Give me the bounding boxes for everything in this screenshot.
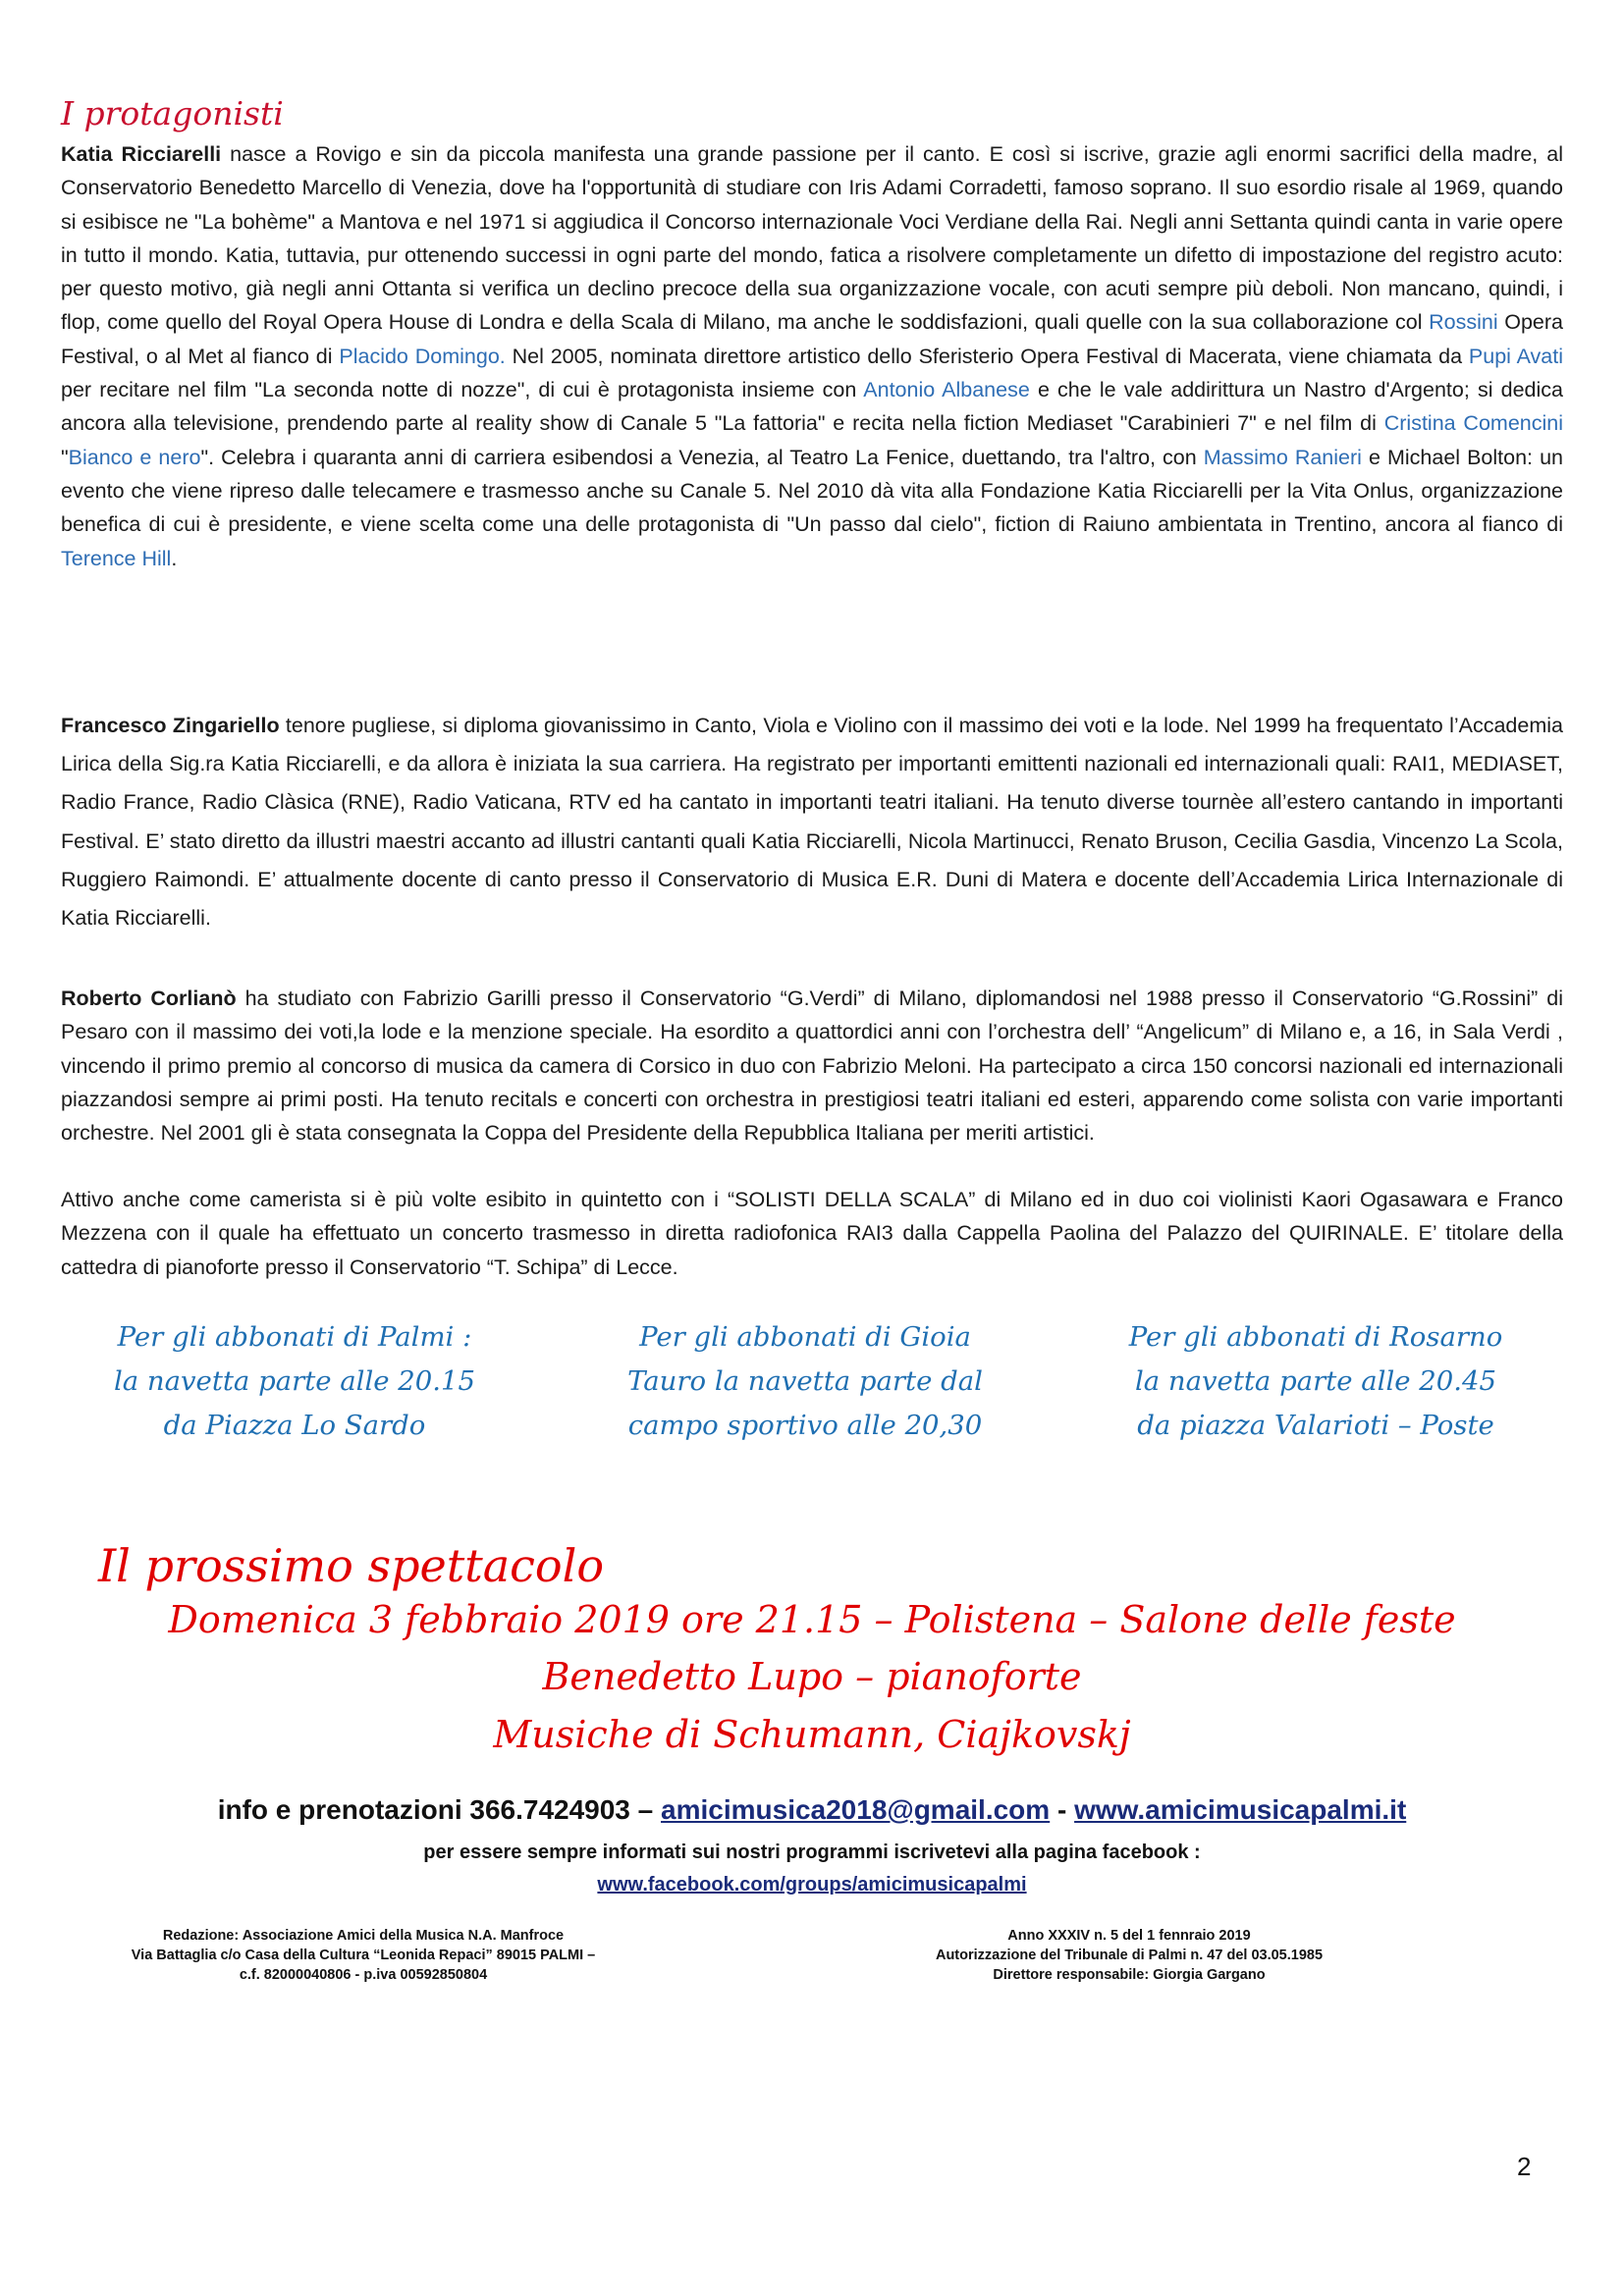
facebook-line [0, 1874, 1624, 1896]
bio-name: Katia Ricciarelli [61, 142, 222, 166]
contact-phone: info e prenotazioni 366.7424903 – [217, 1794, 662, 1825]
colophon-line: Autorizzazione del Tribunale di Palmi n. 47 del 03.05.1985 [935, 1948, 1324, 1963]
contact-info [0, 1794, 1624, 1826]
shuttle-line: Tauro la navetta parte dal [627, 1365, 983, 1397]
bio-roberto-corliano-continued: Attivo anche come camerista si è più volte esibito in quintetto con i “SOLISTI DELLA SCALA” di Milano ed in duo coi violinisti Kaori Ogasawara e Franco Mezzena con il quale ha effettuato un concerto trasmesso in diretta radiofonica RAI3 dalla Cappella Paolina del Palazzo del QUIRINALE. E’ titolare della cattedra di pianoforte presso il Conservatorio “T. Schipa” di Lecce. [61, 1188, 1563, 1279]
shuttle-line: da piazza Valarioti – Poste [1137, 1410, 1494, 1441]
email-link[interactable]: amicimusica2018@gmail.com [661, 1794, 1051, 1825]
shuttle-line: Per gli abbonati di Palmi : [117, 1321, 472, 1353]
link-terence-hill[interactable]: Terence Hill [61, 546, 172, 570]
bio-text: e che le vale addirittura un Nastro d'Argento; si dedica ancora alla televisione, prendendo parte al reality show di Canale 5 "La fattoria" e recita nella fiction Mediaset "Carabinieri 7" e nel film di [61, 378, 1563, 436]
bio-text: tenore pugliese, si diploma giovanissimo in Canto, Viola e Violino con il massimo dei voti e la lode. Nel 1999 ha frequentato l’Accademia Lirica della Sig.ra Katia Ricciarelli, e da allora è iniziata la sua carriera. Ha registrato per importanti emittenti nazionali ed internazionali quali: RAI1, MEDIASET, Radio France, Radio Clàsica (RNE), Radio Vaticana, RTV ed ha cantato in importanti teatri italiani. Ha tenuto diverse tournèe all’estero cantando in importanti Festival. E’ stato diretto da illustri maestri accanto ad illustri cantanti quali Katia Ricciarelli, Nicola Martinucci, Renato Bruson, Cecilia Gasdia, Vincenzo La Scola, Ruggiero Raimondi. E’ attualmente docente di canto presso il Conservatorio di Musica E.R. Duni di Matera e docente dell’Accademia Lirica Internazionale di Katia Ricciarelli. [61, 714, 1563, 931]
shuttle-rosarno [1080, 1315, 1551, 1448]
facebook-link[interactable]: www.facebook.com/groups/amicimusicapalmi [597, 1874, 1027, 1896]
next-show-title: Il prossimo spettacolo [98, 1539, 605, 1592]
shuttle-line: da Piazza Lo Sardo [163, 1410, 426, 1441]
bio-name: Roberto Corlianò [61, 987, 237, 1010]
section-title: I protagonisti [61, 94, 284, 133]
bio-text: Opera Festival, o al Met al fianco di [61, 310, 1563, 368]
bio-text: Nel 2005, nominata direttore artistico dello Sferisterio Opera Festival di Macerata, viene chiamata da [505, 344, 1469, 368]
next-show-date: Domenica 3 febbraio 2019 ore 21.15 – Polistena – Salone delle feste [168, 1598, 1456, 1641]
link-antonio-albanese[interactable]: Antonio Albanese [863, 378, 1030, 402]
page-number: 2 [1517, 2152, 1532, 2181]
bio-text: per recitare nel film "La seconda notte di nozze", di cui è protagonista insieme con [61, 378, 864, 402]
shuttle-line: campo sportivo alle 20,30 [627, 1410, 983, 1441]
colophon-line: Direttore responsabile: Giorgia Gargano [993, 1967, 1266, 1983]
bio-name: Francesco Zingariello [61, 714, 280, 737]
link-cristina-comencini[interactable]: Cristina Comencini [1383, 411, 1564, 436]
bio-roberto-corliano [61, 982, 1563, 1149]
colophon-line: Redazione: Associazione Amici della Musica N.A. Manfroce [162, 1928, 565, 1944]
link-bianco-e-nero[interactable]: Bianco e nero [68, 445, 201, 469]
shuttle-line: Per gli abbonati di Rosarno [1128, 1321, 1503, 1353]
bio-text: ". Celebra i quaranta anni di carriera esibendosi a Venezia, al Teatro La Fenice, duettando, tra l'altro, con [200, 445, 1204, 469]
colophon-editorial [88, 1926, 638, 1985]
bio-katia-ricciarelli [61, 137, 1563, 575]
bio-francesco-zingariello [61, 707, 1563, 937]
colophon-line: c.f. 82000040806 - p.iva 00592850804 [239, 1967, 488, 1983]
bio-text: . [171, 546, 178, 570]
contact-separator: - [1050, 1794, 1075, 1825]
bio-text: nasce a Rovigo e sin da piccola manifesta una grande passione per il canto. E così si iscrive, grazie agli enormi sacrifici della madre, al Conservatorio Benedetto Marcello di Venezia, dove ha l'opportunità di studiare con Iris Adami Corradetti, famoso soprano. Il suo esordio risale al 1969, quando si esibisce ne "La bohème" a Mantova e nel 1971 si aggiudica il Concorso internazionale Voci Verdiane della Rai. Negli anni Settanta quindi canta in varie opere in tutto il mondo. Katia, tuttavia, pur ottenendo successi in ogni parte del mondo, fatica a risolvere completamente un difetto di impostazione del registro acuto: per questo motivo, già negli anni Ottanta si verifica un declino precoce della sua organizzazione vocale, con acuti sempre più deboli. Non mancano, quindi, i flop, come quello del Royal Opera House di Londra e della Scala di Milano, ma anche le soddisfazioni, quali quelle con la sua collaborazione col [61, 142, 1563, 335]
link-placido-domingo[interactable]: Placido Domingo. [339, 344, 506, 368]
shuttle-line: la navetta parte alle 20.15 [113, 1365, 476, 1397]
shuttle-palmi [59, 1315, 530, 1448]
bio-text: e Michael Bolton: un evento che viene ripreso dalle telecamere e trasmesso anche su Canale 5. Nel 2010 dà vita alla Fondazione Katia Ricciarelli per la Vita Onlus, organizzazione benefica di cui è presidente, e viene scelta come una delle protagonista di "Un passo dal cielo", fiction di Raiuno ambientata in Trentino, ancora al fianco di [61, 445, 1563, 537]
website-link[interactable]: www.amicimusicapalmi.it [1074, 1794, 1407, 1825]
colophon-line: Anno XXXIV n. 5 del 1 fennraio 2019 [1007, 1928, 1251, 1944]
shuttle-line: la navetta parte alle 20.45 [1134, 1365, 1497, 1397]
bio-text: ha studiato con Fabrizio Garilli presso il Conservatorio “G.Verdi” di Milano, diplomandosi nel 1988 presso il Conservatorio “G.Rossini” di Pesaro con il massimo dei voti,la lode e la menzione speciale. Ha esordito a quattordici anni con l’orchestra dell’ “Angelicum” di Milano e, a 16, in Sala Verdi , vincendo il primo premio al concorso di musica da camera di Corsico in duo con Fabrizio Meloni. Ha partecipato a circa 150 concorsi nazionali ed internazionali piazzandosi sempre ai primi posti. Ha tenuto recitals e concerti con orchestra in prestigiosi teatri italiani ed esteri, apparendo come solista con varie importanti orchestre. Nel 2001 gli è stata consegnata la Coppa del Presidente della Repubblica Italiana per meriti artistici. [61, 987, 1563, 1146]
shuttle-gioia-tauro [569, 1315, 1041, 1448]
link-pupi-avati[interactable]: Pupi Avati [1468, 344, 1563, 368]
shuttle-info [59, 1315, 1571, 1463]
next-show-program: Musiche di Schumann, Ciajkovskj [493, 1713, 1131, 1756]
next-show-performer: Benedetto Lupo – pianoforte [542, 1655, 1082, 1698]
colophon-line: Via Battaglia c/o Casa della Cultura “Leonida Repaci” 89015 PALMI – [131, 1948, 596, 1963]
facebook-invite: per essere sempre informati sui nostri programmi iscrivetevi alla pagina facebook : [423, 1842, 1201, 1863]
link-massimo-ranieri[interactable]: Massimo Ranieri [1203, 445, 1362, 469]
shuttle-line: Per gli abbonati di Gioia [639, 1321, 971, 1353]
bio-text: " [61, 445, 69, 469]
link-rossini[interactable]: Rossini [1429, 310, 1498, 335]
colophon-publication [854, 1926, 1404, 1985]
